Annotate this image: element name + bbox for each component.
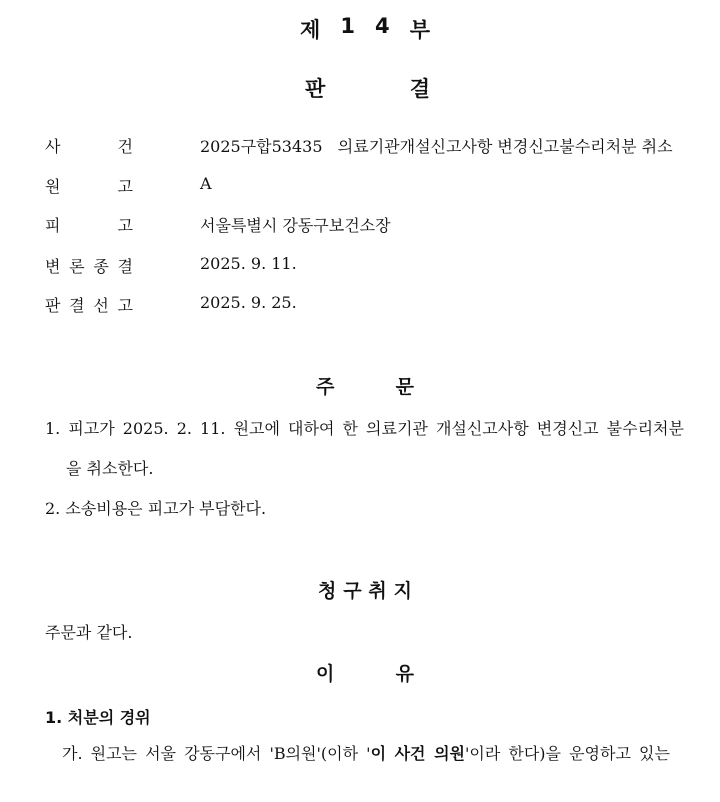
order-item-1: 1. 피고가 2025. 2. 11. 원고에 대하여 한 의료기관 개설신고사항 변경신고 불수리처분 [45, 419, 684, 438]
label-char: 고 [117, 296, 133, 315]
title-char: 구 [343, 580, 362, 602]
para-text: 가. 원고는 서울 강동구에서 'B의원'(이하 ' [62, 744, 371, 763]
division-char: 부 [409, 18, 430, 42]
title-char: 문 [395, 376, 414, 398]
order-item-2: 2. 소송비용은 피고가 부담한다. [45, 499, 267, 518]
order-title [316, 372, 414, 399]
order-item-1-cont: 을 취소한다. [66, 459, 154, 478]
title-char: 주 [316, 376, 335, 398]
label-char: 피 [45, 216, 61, 235]
label-char: 고 [117, 216, 133, 235]
division-char: 1 [340, 14, 355, 38]
title-char: 결 [409, 77, 430, 101]
claim-text: 주문과 같다. [45, 623, 133, 642]
reasons-paragraph [62, 741, 670, 764]
field-value-plaintiff: A [200, 174, 212, 193]
title-char: 유 [395, 663, 414, 685]
label-char: 사 [45, 137, 61, 156]
field-value-defendant: 서울특별시 강동구보건소장 [200, 216, 391, 235]
field-value-judgment-date: 2025. 9. 25. [200, 293, 297, 312]
label-char: 선 [93, 296, 109, 315]
division-char: 제 [300, 18, 321, 42]
section-heading: 1. 처분의 경위 [45, 708, 151, 727]
para-bold-term: 이 사건 의원 [370, 744, 465, 763]
field-label-case [45, 134, 133, 157]
division-title [300, 14, 430, 44]
label-char: 결 [69, 296, 85, 315]
label-char: 판 [45, 296, 61, 315]
field-value-case: 2025구합53435 의료기관개설신고사항 변경신고불수리처분 취소 [200, 137, 673, 156]
label-char: 론 [69, 257, 85, 276]
label-char: 변 [45, 257, 61, 276]
label-char: 건 [117, 137, 133, 156]
reasons-title [316, 659, 414, 686]
claim-title [318, 576, 412, 603]
title-char: 이 [316, 663, 335, 685]
title-char: 취 [368, 580, 387, 602]
para-text: '이라 한다)을 운영하고 있는 [464, 744, 670, 763]
title-char: 판 [305, 77, 326, 101]
title-char: 지 [393, 580, 412, 602]
division-char: 4 [375, 14, 390, 38]
label-char: 고 [117, 177, 133, 196]
title-char: 청 [318, 580, 337, 602]
field-label-defendant [45, 213, 133, 236]
field-label-plaintiff [45, 174, 133, 197]
field-label-judgment-date [45, 293, 133, 316]
field-label-hearing-closed [45, 254, 133, 277]
label-char: 결 [117, 257, 133, 276]
label-char: 원 [45, 177, 61, 196]
document-title [305, 73, 430, 103]
label-char: 종 [93, 257, 109, 276]
field-value-hearing-closed: 2025. 9. 11. [200, 254, 297, 273]
